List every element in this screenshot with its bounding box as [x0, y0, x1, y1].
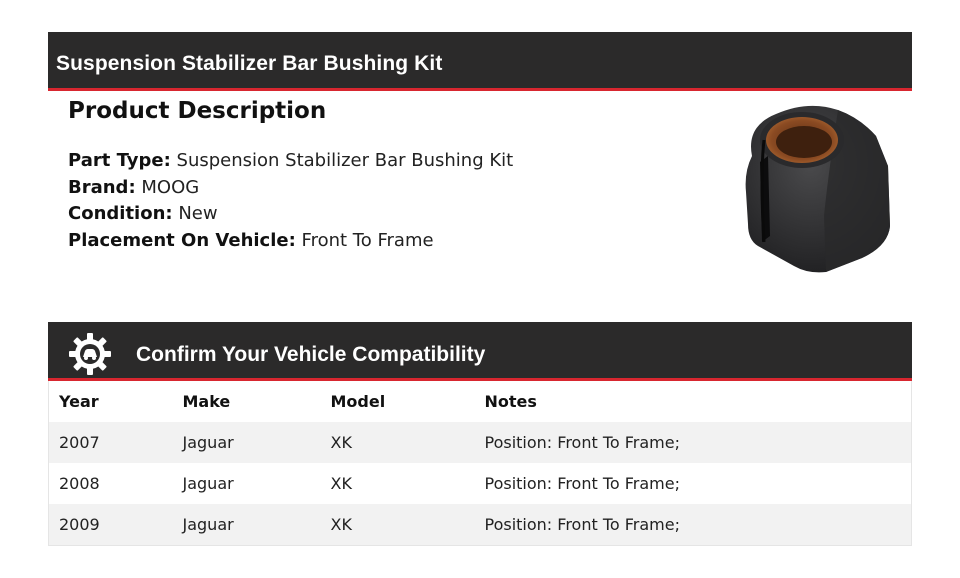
column-make: Make [173, 381, 321, 422]
cell-model: XK [321, 422, 475, 463]
product-image [738, 96, 896, 274]
spec-condition [68, 201, 528, 228]
product-description [68, 98, 528, 254]
description-heading: Product Description [68, 98, 327, 124]
spec-value: Suspension Stabilizer Bar Bushing Kit [176, 150, 514, 171]
spec-value: MOOG [141, 176, 200, 198]
compatibility-banner [48, 322, 912, 381]
cell-notes: Position: Front To Frame; [475, 422, 912, 463]
compatibility-table [48, 381, 912, 546]
compatibility-title: Confirm Your Vehicle Compatibility [136, 343, 486, 366]
cell-year: 2008 [49, 463, 173, 504]
cell-make: Jaguar [173, 422, 321, 463]
cell-model: XK [321, 463, 475, 504]
spec-brand [68, 175, 528, 202]
product-title: Suspension Stabilizer Bar Bushing Kit [56, 52, 443, 75]
cell-make: Jaguar [173, 463, 321, 504]
spec-label: Placement On Vehicle: [68, 229, 296, 251]
table-row [49, 504, 912, 545]
spec-value: New [178, 203, 218, 224]
product-title-banner [48, 32, 912, 91]
table-row [49, 422, 912, 463]
cell-make: Jaguar [173, 504, 321, 545]
cell-year: 2009 [49, 504, 173, 545]
column-year: Year [49, 381, 173, 422]
cell-year: 2007 [49, 422, 173, 463]
spec-label: Condition: [68, 203, 173, 224]
gear-car-icon [68, 332, 112, 376]
table-header-row [49, 381, 912, 422]
column-notes: Notes [475, 381, 912, 422]
cell-model: XK [321, 504, 475, 545]
spec-label: Brand: [68, 176, 136, 198]
spec-label: Part Type: [68, 150, 171, 171]
column-model: Model [321, 381, 475, 422]
cell-notes: Position: Front To Frame; [475, 463, 912, 504]
spec-part-type [68, 148, 528, 175]
table-row [49, 463, 912, 504]
spec-value: Front To Frame [301, 229, 434, 251]
spec-placement [68, 228, 528, 255]
cell-notes: Position: Front To Frame; [475, 504, 912, 545]
